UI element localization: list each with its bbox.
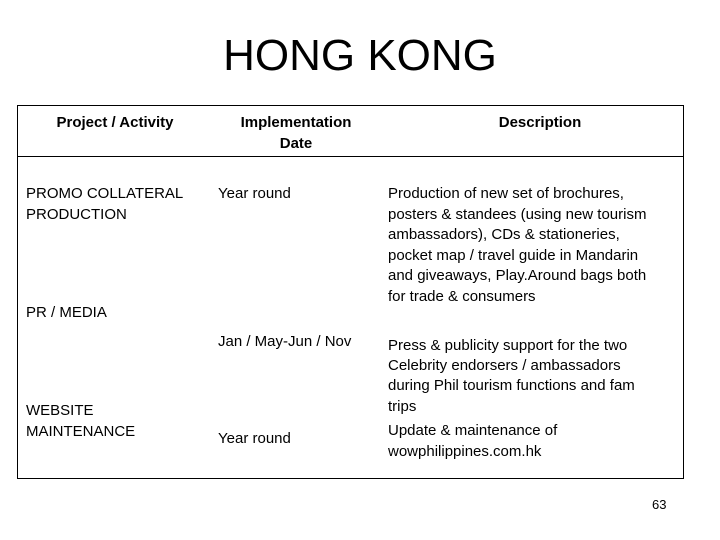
header-description: Description [498,114,582,131]
desc-promo-line2: posters & standees (using new tourism [388,206,647,223]
desc-pr-media-line4: trips [388,398,417,415]
project-promo-line2: PRODUCTION [26,206,127,223]
header-divider [17,156,684,157]
desc-website-line1: Update & maintenance of [388,422,558,439]
project-promo-line1: PROMO COLLATERAL [26,185,184,202]
header-implementation-line2: Date [279,135,313,152]
desc-website-line2: wowphilippines.com.hk [388,443,542,460]
desc-promo-line1: Production of new set of brochures, [388,185,624,202]
desc-promo-line4: pocket map / travel guide in Mandarin [388,247,639,264]
date-pr-media: Jan / May-Jun / Nov [218,333,352,350]
page-number: 63 [652,497,667,512]
date-website: Year round [218,430,291,447]
desc-pr-media-line1: Press & publicity support for the two [388,337,628,354]
desc-pr-media-line2: Celebrity endorsers / ambassadors [388,357,621,374]
date-promo: Year round [218,185,291,202]
project-website-line2: MAINTENANCE [26,423,136,440]
project-pr-media: PR / MEDIA [26,304,107,321]
desc-promo-line5: and giveaways, Play.Around bags both [388,267,647,284]
desc-pr-media-line3: during Phil tourism functions and fam [388,377,635,394]
slide-title: HONG KONG [223,31,497,80]
project-website-line1: WEBSITE [26,402,94,419]
header-project-activity: Project / Activity [56,114,174,131]
header-implementation-line1: Implementation [240,114,352,131]
desc-promo-line3: ambassadors), CDs & stationeries, [388,226,620,243]
desc-promo-line6: for trade & consumers [388,288,536,305]
